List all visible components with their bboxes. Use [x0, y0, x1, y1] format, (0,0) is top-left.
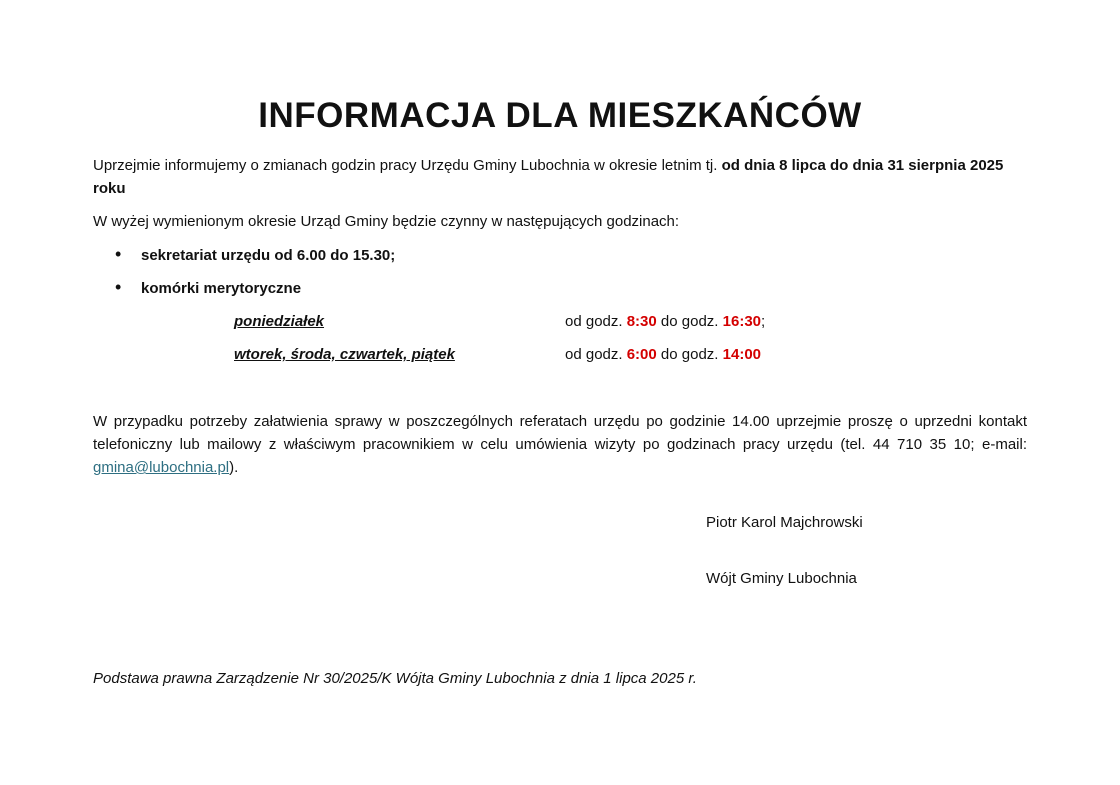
hours-intro: W wyżej wymienionym okresie Urząd Gminy będzie czynny w następujących godzinach:: [93, 213, 680, 230]
bullet-text: sekretariat urzędu od 6.00 do 15.30;: [141, 247, 396, 264]
bullet-icon: •: [115, 244, 122, 264]
intro-paragraph: [93, 154, 1027, 200]
signature-position: Wójt Gminy Lubochnia: [706, 570, 857, 587]
from-time: 8:30: [626, 313, 657, 330]
from-time: 6:00: [626, 346, 657, 363]
bullet-icon: •: [115, 277, 122, 297]
schedule-days: poniedziałek: [234, 313, 325, 330]
contact-end: ).: [229, 459, 239, 476]
row-end: ;: [761, 313, 766, 330]
schedule-hours: [565, 310, 765, 333]
list-item: [115, 243, 395, 267]
from-label: od godz.: [565, 346, 623, 363]
intro-text: Uprzejmie informujemy o zmianach godzin pracy Urzędu Gminy Lubochnia w okresie letnim tj.: [93, 157, 722, 174]
list-item: [115, 276, 301, 300]
legal-basis: Podstawa prawna Zarządzenie Nr 30/2025/K Wójta Gminy Lubochnia z dnia 1 lipca 2025 r.: [93, 670, 697, 687]
from-label: od godz.: [565, 313, 623, 330]
to-time: 16:30: [722, 313, 762, 330]
document-page: [93, 0, 1027, 785]
schedule-hours: [565, 343, 761, 366]
contact-text: W przypadku potrzeby załatwienia sprawy w poszczególnych referatach urzędu po godzinie 14.00 uprzejmie proszę o uprzedni kontakt telefoniczny lub mailowy z właściwym pracownikiem w celu umówienia wizyty po godzinach pracy urzędu (tel. 44 710 35 10; e-mail:: [93, 413, 1027, 453]
to-label: do godz.: [660, 313, 719, 330]
email-link[interactable]: gmina@lubochnia.pl: [93, 459, 230, 476]
bullet-text: komórki merytoryczne: [141, 280, 302, 297]
contact-paragraph: [93, 410, 1027, 479]
to-time: 14:00: [722, 346, 762, 363]
schedule-days: wtorek, środa, czwartek, piątek: [234, 346, 455, 363]
intro-period: od dnia 8 lipca do dnia 31 sierpnia 2025 roku: [93, 157, 1004, 197]
signature-name: Piotr Karol Majchrowski: [706, 514, 863, 531]
page-title: INFORMACJA DLA MIESZKAŃCÓW: [258, 96, 862, 135]
to-label: do godz.: [660, 346, 719, 363]
